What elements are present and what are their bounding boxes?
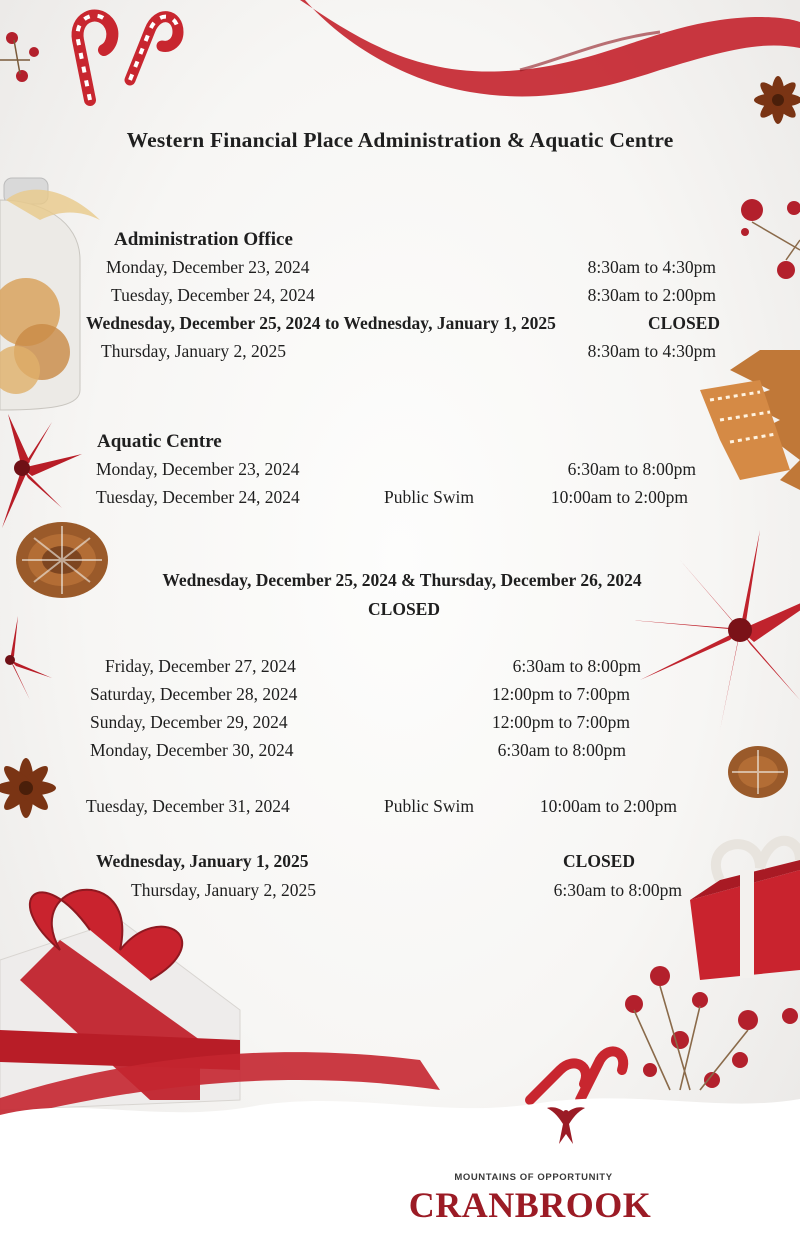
admin-closed-label: CLOSED bbox=[648, 313, 720, 333]
admin-row-date: Monday, December 23, 2024 bbox=[106, 257, 310, 277]
poinsettia-icon bbox=[5, 616, 52, 700]
logo-tagline: MOUNTAINS OF OPPORTUNITY bbox=[454, 1172, 613, 1183]
aquatic-row-hours: 6:30am to 8:00pm bbox=[553, 880, 682, 900]
gingerbread-icon bbox=[700, 350, 800, 490]
aquatic-row-hours: 6:30am to 8:00pm bbox=[567, 459, 696, 479]
aquatic-row-date: Friday, December 27, 2024 bbox=[105, 656, 296, 676]
berries-icon bbox=[625, 966, 798, 1088]
poinsettia-icon bbox=[630, 530, 800, 730]
admin-row-hours: 8:30am to 4:30pm bbox=[587, 341, 716, 361]
aquatic-row-hours: 12:00pm to 7:00pm bbox=[491, 684, 630, 704]
aquatic-row-hours: 6:30am to 8:00pm bbox=[497, 740, 626, 760]
cookie-jar-icon bbox=[0, 178, 100, 410]
aquatic-row-date: Thursday, January 2, 2025 bbox=[131, 880, 317, 900]
logo-name: CRANBROOK bbox=[408, 1185, 652, 1225]
aquatic-row-hours: 10:00am to 2:00pm bbox=[550, 487, 688, 507]
aquatic-closed-date: Wednesday, January 1, 2025 bbox=[96, 851, 309, 871]
aquatic-row-hours: 10:00am to 2:00pm bbox=[539, 796, 677, 816]
admin-heading: Administration Office bbox=[114, 229, 293, 250]
berries-icon bbox=[6, 32, 39, 82]
pinecone-icon bbox=[728, 746, 788, 798]
aquatic-row-date: Monday, December 30, 2024 bbox=[90, 740, 294, 760]
admin-row-date: Thursday, January 2, 2025 bbox=[101, 341, 287, 361]
aquatic-closed-range: Wednesday, December 25, 2024 & Thursday, December 26, 2024 bbox=[162, 570, 642, 590]
aquatic-row-note: Public Swim bbox=[384, 796, 474, 816]
eagle-icon bbox=[545, 1104, 587, 1148]
admin-row-hours: 8:30am to 4:30pm bbox=[587, 257, 716, 277]
gift-box-icon bbox=[690, 841, 800, 980]
aquatic-row-date: Sunday, December 29, 2024 bbox=[90, 712, 288, 732]
aquatic-row-date: Saturday, December 28, 2024 bbox=[90, 684, 298, 704]
aquatic-row-hours: 12:00pm to 7:00pm bbox=[491, 712, 630, 732]
aquatic-row-date: Tuesday, December 24, 2024 bbox=[96, 487, 300, 507]
aquatic-row-hours: 6:30am to 8:00pm bbox=[512, 656, 641, 676]
admin-closed-range: Wednesday, December 25, 2024 to Wednesday, January 1, 2025 bbox=[86, 313, 556, 333]
aquatic-closed-label: CLOSED bbox=[563, 851, 635, 871]
page-title: Western Financial Place Administration & Aquatic Centre bbox=[126, 128, 674, 152]
berries-icon bbox=[741, 199, 800, 279]
aquatic-row-date: Monday, December 23, 2024 bbox=[96, 459, 300, 479]
poinsettia-icon bbox=[2, 414, 82, 528]
star-anise-icon bbox=[754, 76, 800, 124]
aquatic-heading: Aquatic Centre bbox=[97, 431, 222, 452]
star-anise-icon bbox=[0, 758, 56, 818]
ribbon-top bbox=[300, 0, 800, 96]
aquatic-closed-label: CLOSED bbox=[368, 599, 440, 619]
admin-row-date: Tuesday, December 24, 2024 bbox=[111, 285, 315, 305]
admin-row-hours: 8:30am to 2:00pm bbox=[587, 285, 716, 305]
aquatic-row-date: Tuesday, December 31, 2024 bbox=[86, 796, 290, 816]
aquatic-row-note: Public Swim bbox=[384, 487, 474, 507]
